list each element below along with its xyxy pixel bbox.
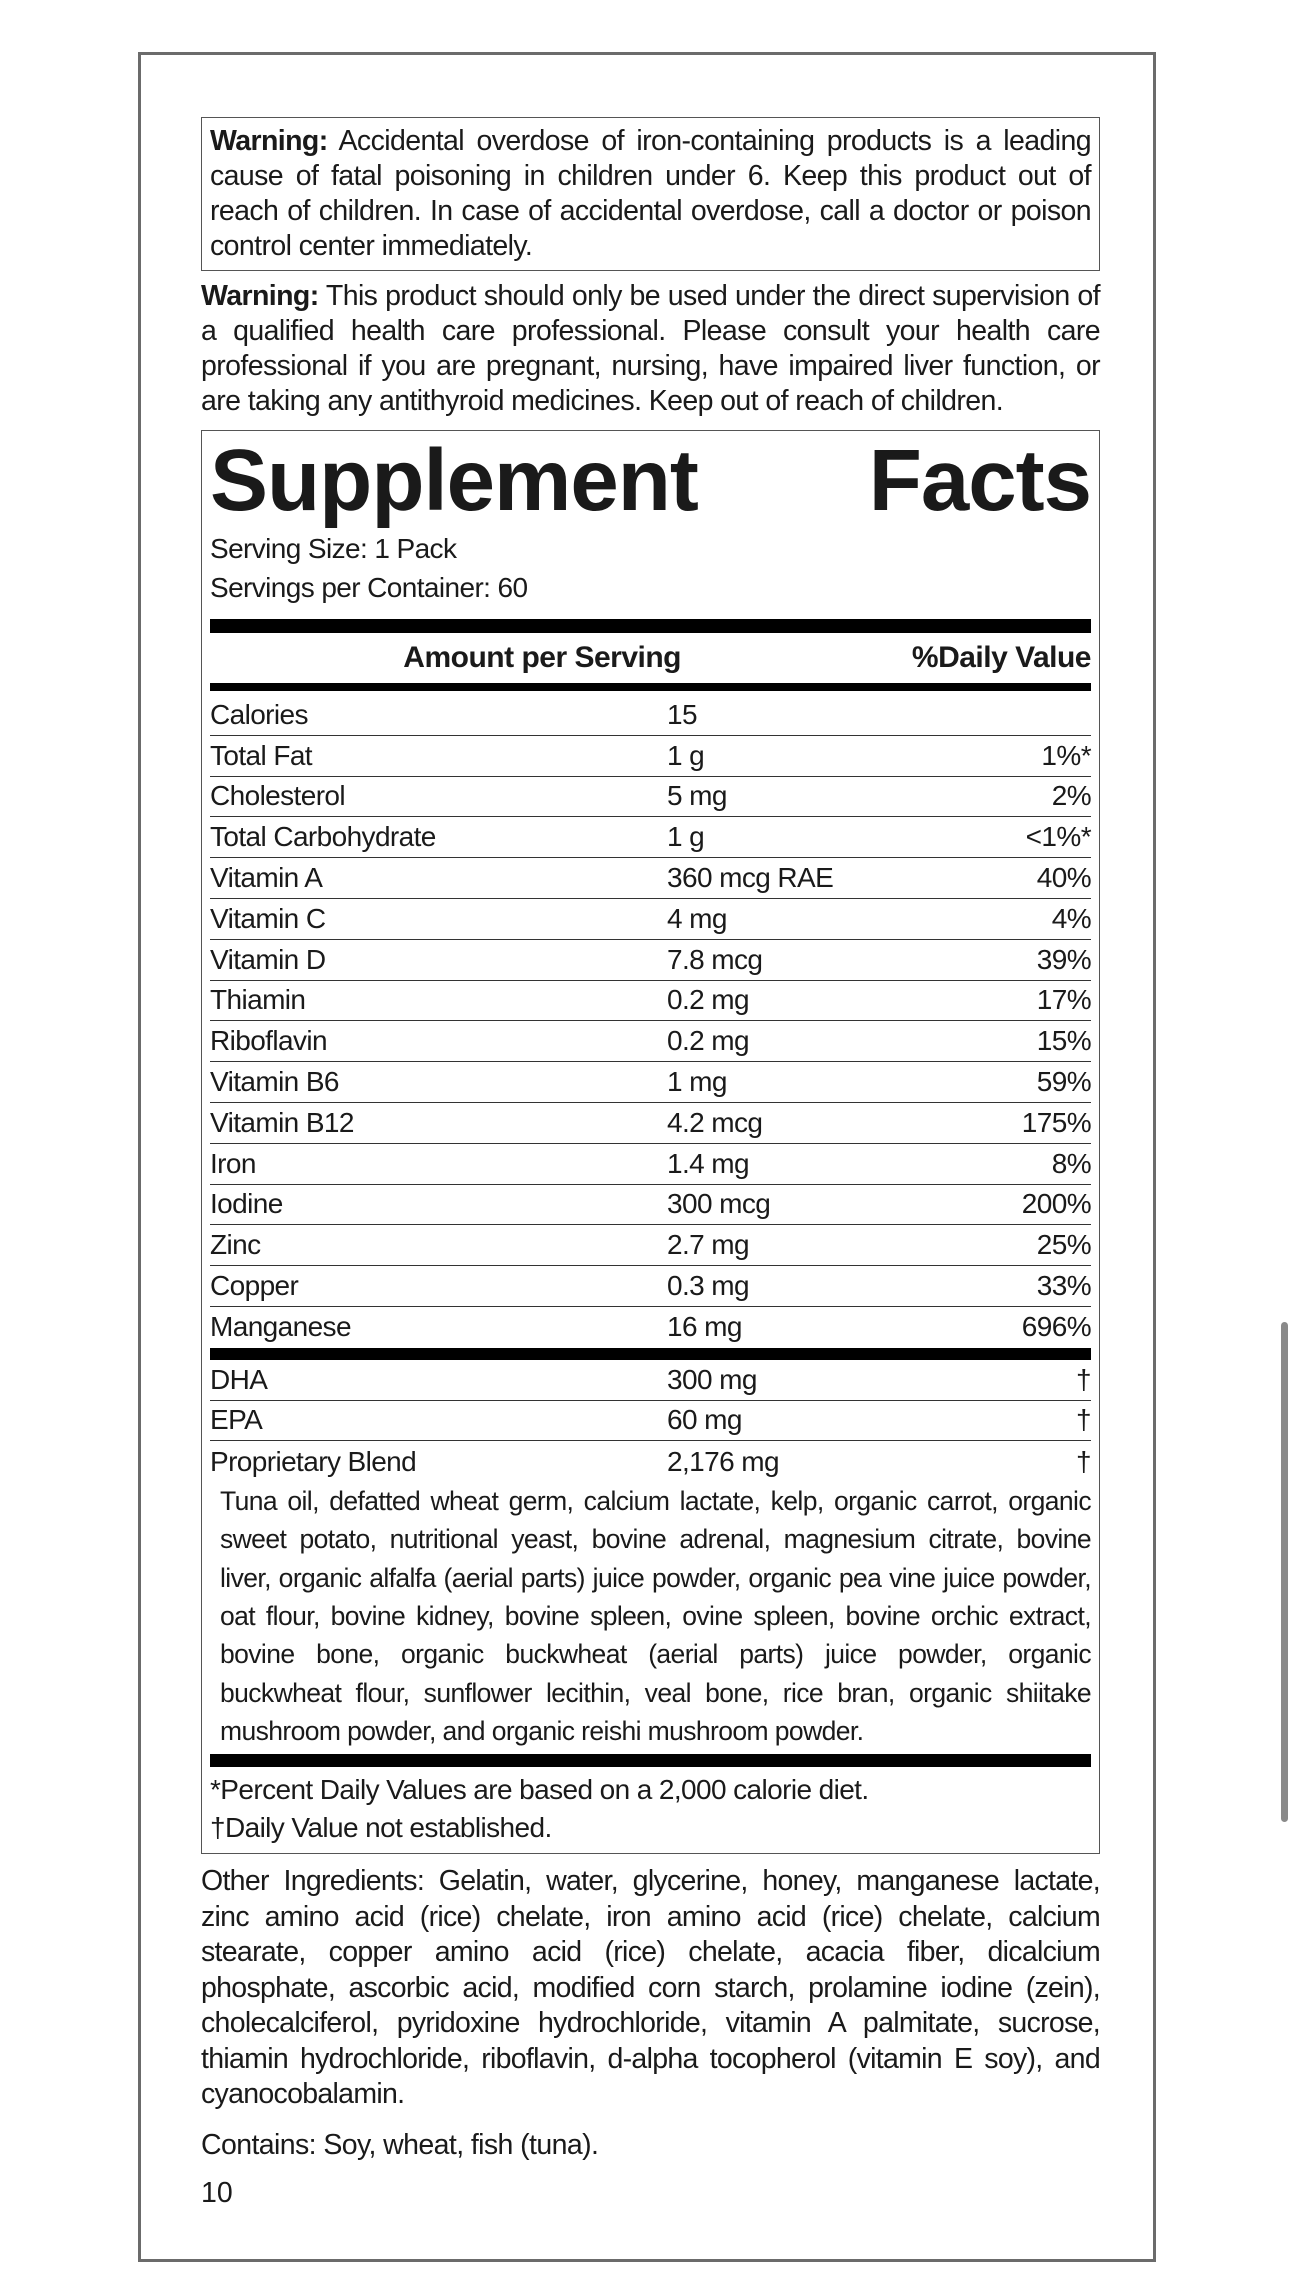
- nutrient-daily-value: 175%: [1021, 1106, 1091, 1138]
- allergen-contains: Contains: Soy, wheat, fish (tuna).: [201, 2128, 599, 2161]
- nutrient-amount: 300 mg: [667, 1363, 757, 1395]
- nutrient-daily-value: 33%: [1036, 1270, 1091, 1302]
- nutrient-amount: 4.2 mcg: [667, 1106, 763, 1138]
- iron-warning-box: [201, 117, 1100, 271]
- nutrient-name: Proprietary Blend: [210, 1445, 417, 1477]
- nutrient-row: [210, 1144, 1091, 1185]
- nutrient-row: [210, 736, 1091, 777]
- header-amount-per-serving: Amount per Serving: [403, 641, 681, 674]
- nutrient-daily-value: †: [1076, 1404, 1091, 1436]
- nutrient-amount: 0.2 mg: [667, 1025, 749, 1057]
- page-number: 10: [201, 2176, 233, 2209]
- nutrient-row: [210, 695, 1091, 736]
- nutrient-row: [210, 981, 1091, 1022]
- nutrient-name: Zinc: [210, 1229, 261, 1261]
- divider-header: [210, 683, 1091, 691]
- iron-warning-label: Warning:: [210, 125, 328, 157]
- nutrient-row: [210, 1225, 1091, 1266]
- nutrient-amount: 60 mg: [667, 1404, 742, 1436]
- divider-thick-others: [210, 1348, 1091, 1360]
- nutrient-name: Calories: [210, 698, 308, 730]
- nutrient-name: Iron: [210, 1147, 256, 1179]
- supervision-warning-text: This product should only be used under the direct supervision of a qualified health care professional. Please consult your health care professional if you are pregnant, nursing, have impaired liver function, or are taking any antithyroid medicines. Keep out of reach of children.: [201, 280, 1100, 417]
- nutrient-amount: 1.4 mg: [667, 1147, 749, 1179]
- nutrient-amount: 1 mg: [667, 1066, 727, 1098]
- servings-per-container: Servings per Container: 60: [210, 572, 528, 603]
- nutrient-daily-value: 2%: [1051, 780, 1091, 812]
- nutrient-amount: 16 mg: [667, 1311, 742, 1343]
- supplement-facts-panel: [201, 430, 1100, 1854]
- nutrient-daily-value: 200%: [1021, 1188, 1091, 1220]
- supervision-warning: [201, 279, 1100, 419]
- nutrient-daily-value: 1%*: [1041, 739, 1091, 771]
- nutrient-row: [210, 1401, 1091, 1442]
- nutrient-amount: 5 mg: [667, 780, 727, 812]
- nutrient-row: [210, 1185, 1091, 1226]
- nutrient-amount: 0.2 mg: [667, 984, 749, 1016]
- footnote-daily-values: *Percent Daily Values are based on a 2,000 calorie diet.: [210, 1774, 869, 1806]
- nutrient-row: [210, 1021, 1091, 1062]
- nutrient-amount: 1 g: [667, 739, 705, 771]
- nutrient-daily-value: 59%: [1036, 1066, 1091, 1098]
- nutrient-daily-value: 696%: [1021, 1311, 1091, 1343]
- nutrient-daily-value: 15%: [1036, 1025, 1091, 1057]
- nutrient-amount: 7.8 mcg: [667, 943, 763, 975]
- nutrient-daily-value: 8%: [1051, 1147, 1091, 1179]
- title-word-facts: Facts: [868, 432, 1091, 529]
- nutrient-row: [210, 1307, 1091, 1348]
- other-ingredients: Other Ingredients: Gelatin, water, glycerine, honey, manganese lactate, zinc amino acid (rice) chelate, iron amino acid (rice) chelate, calcium stearate, copper amino acid (rice) chelate, acacia fiber, dicalcium phosphate, ascorbic acid, modified corn starch, prolamine iodine (zein), cholecalciferol, pyridoxine hydrochloride, vitamin A palmitate, sucrose, thiamin hydrochloride, riboflavin, d-alpha tocopherol (vitamin E soy), and cyanocobalamin.: [201, 1865, 1100, 2111]
- header-daily-value: %Daily Value: [911, 641, 1091, 674]
- divider-thick-footnotes: [210, 1754, 1091, 1767]
- nutrient-name: Vitamin B6: [210, 1066, 339, 1098]
- nutrient-daily-value: 40%: [1036, 862, 1091, 894]
- nutrient-name: Vitamin A: [210, 862, 323, 894]
- divider-thick: [210, 619, 1091, 633]
- title-word-supplement: Supplement: [210, 432, 698, 529]
- footnote-not-established: †Daily Value not established.: [210, 1812, 552, 1844]
- nutrient-row: [210, 899, 1091, 940]
- nutrient-amount: 360 mcg RAE: [667, 862, 834, 894]
- nutrient-daily-value: 39%: [1036, 943, 1091, 975]
- page-frame: [138, 52, 1156, 2262]
- page-content: [201, 117, 1100, 2211]
- nutrient-amount: 300 mcg: [667, 1188, 771, 1220]
- nutrient-name: Total Fat: [210, 739, 312, 771]
- vertical-scrollbar[interactable]: [1281, 1322, 1288, 1822]
- nutrient-daily-value: <1%*: [1025, 821, 1091, 853]
- proprietary-blend-ingredients: Tuna oil, defatted wheat germ, calcium lactate, kelp, organic carrot, organic sweet potato, nutritional yeast, bovine adrenal, magnesium citrate, bovine liver, organic alfalfa (aerial parts) juice powder, organic pea vine juice powder, oat flour, bovine kidney, bovine spleen, ovine spleen, bovine orchic extract, bovine bone, organic buckwheat (aerial parts) juice powder, organic buckwheat flour, sunflower lecithin, veal bone, rice bran, organic shiitake mushroom powder, and organic reishi mushroom powder.: [220, 1486, 1091, 1746]
- nutrient-name: Total Carbohydrate: [210, 821, 436, 853]
- nutrient-row: [210, 1062, 1091, 1103]
- nutrient-amount: 2.7 mg: [667, 1229, 749, 1261]
- nutrient-name: Cholesterol: [210, 780, 346, 812]
- nutrient-name: Thiamin: [210, 984, 306, 1016]
- nutrient-name: Vitamin C: [210, 902, 326, 934]
- supplement-facts-title: [210, 433, 1091, 529]
- nutrient-row: [210, 777, 1091, 818]
- nutrient-daily-value: †: [1076, 1445, 1091, 1477]
- nutrient-name: Riboflavin: [210, 1025, 327, 1057]
- serving-size: Serving Size: 1 Pack: [210, 533, 457, 564]
- nutrient-amount: 2,176 mg: [667, 1445, 779, 1477]
- nutrient-amount: 15: [667, 698, 697, 730]
- nutrient-row: [210, 1360, 1091, 1401]
- nutrient-daily-value: 17%: [1036, 984, 1091, 1016]
- nutrient-table: [210, 695, 1091, 1348]
- nutrient-row: [210, 817, 1091, 858]
- other-nutrient-table: [210, 1360, 1091, 1482]
- supervision-warning-label: Warning:: [201, 280, 319, 312]
- nutrient-daily-value: †: [1076, 1363, 1091, 1395]
- nutrient-name: DHA: [210, 1363, 268, 1395]
- nutrient-name: Vitamin B12: [210, 1106, 354, 1138]
- nutrient-name: Vitamin D: [210, 943, 326, 975]
- nutrient-name: EPA: [210, 1404, 263, 1436]
- nutrient-name: Manganese: [210, 1311, 351, 1343]
- nutrient-name: Copper: [210, 1270, 299, 1302]
- iron-warning-text: Accidental overdose of iron-containing products is a leading cause of fatal poisoning in children under 6. Keep this product out of reach of children. In case of accidental overdose, call a doctor or poison control center immediately.: [210, 125, 1091, 262]
- facts-header-row: [210, 633, 1091, 683]
- nutrient-amount: 0.3 mg: [667, 1270, 749, 1302]
- nutrient-row: [210, 1103, 1091, 1144]
- nutrient-row: [210, 1441, 1091, 1482]
- nutrient-row: [210, 858, 1091, 899]
- nutrient-row: [210, 1266, 1091, 1307]
- nutrient-name: Iodine: [210, 1188, 283, 1220]
- nutrient-row: [210, 940, 1091, 981]
- nutrient-amount: 1 g: [667, 821, 705, 853]
- nutrient-daily-value: 25%: [1036, 1229, 1091, 1261]
- nutrient-amount: 4 mg: [667, 902, 727, 934]
- nutrient-daily-value: 4%: [1051, 902, 1091, 934]
